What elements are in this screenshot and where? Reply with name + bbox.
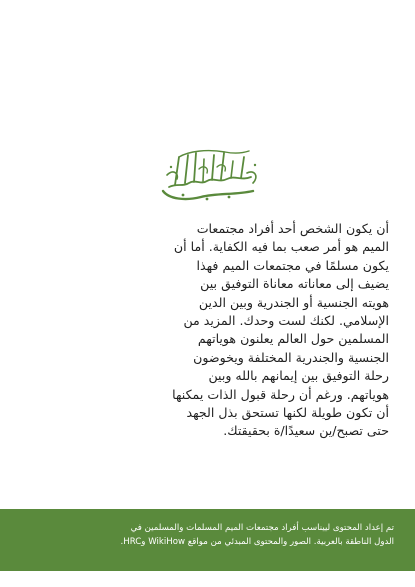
body-line: حتى تصبح/ين سعيدًا/ة بحقيقتك. bbox=[223, 423, 389, 439]
footer-line: الدول الناطقة بالعربية. الصور والمحتوى المبدئي من مواقع WikiHow وHRC. bbox=[120, 537, 394, 547]
body-line: يضيف إلى معاناته معاناة التوفيق بين bbox=[200, 276, 389, 292]
basmala-calligraphy-icon bbox=[155, 147, 265, 205]
footer-line: تم إعداد المحتوى لييناسب أفراد مجتمعات الميم المسلمات والمسلمين في bbox=[130, 523, 394, 533]
body-line: يكون مسلمًا في مجتمعات الميم فهذا bbox=[196, 257, 389, 273]
body-line: أن تكون طويلة لكنها تستحق بذل الجهد bbox=[186, 405, 389, 421]
body-line: هويته الجنسية أو الجندرية وبين الدين bbox=[198, 294, 389, 310]
body-line: الجنسية والجندرية المختلفة ويخوضون bbox=[193, 349, 389, 365]
body-line: رحلة التوفيق بين إيمانهم بالله وبين bbox=[208, 368, 389, 384]
footer-credits bbox=[22, 521, 394, 549]
body-line: المسلمين حول العالم يعلنون هوياتهم bbox=[197, 331, 389, 347]
body-line: الإسلامي. لكنك لست وحدك. المزيد من bbox=[183, 313, 389, 329]
body-line: هوياتهم. ورغم أن رحلة قبول الذات يمكنها bbox=[172, 386, 389, 402]
basmala-calligraphy-svg bbox=[155, 147, 265, 205]
body-line: الميم هو أمر صعب بما فيه الكفاية. أما أن bbox=[173, 239, 389, 255]
footer-banner bbox=[0, 509, 415, 571]
body-paragraph bbox=[32, 220, 389, 441]
body-line: أن يكون الشخص أحد أفراد مجتمعات bbox=[196, 221, 389, 236]
